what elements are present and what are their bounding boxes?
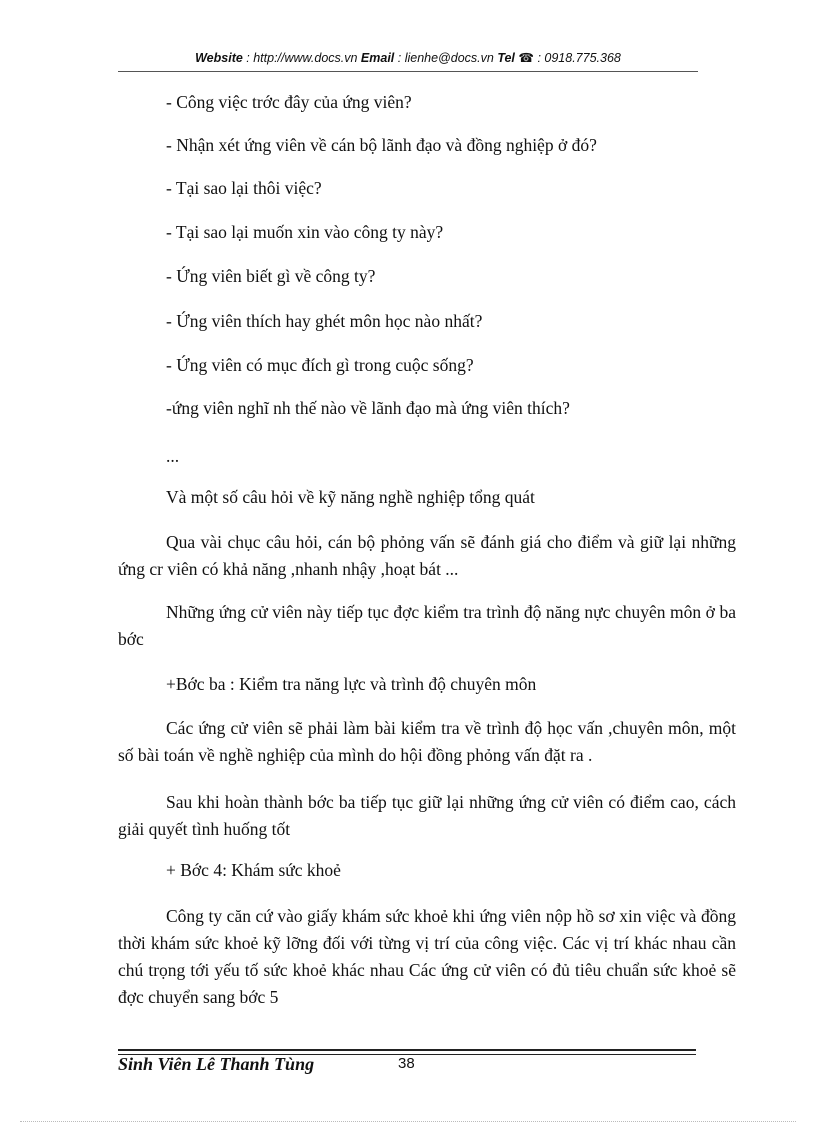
tel-number: : 0918.775.368	[533, 51, 621, 65]
page-number: 38	[398, 1055, 415, 1072]
website-url: : http://www.docs.vn	[242, 51, 361, 65]
header-divider	[118, 71, 698, 72]
email-address: : lienhe@docs.vn	[394, 51, 498, 65]
footer-author: Sinh Viên Lê Thanh Tùng	[118, 1054, 315, 1074]
paragraph-after-step-three: Sau khi hoàn thành bớc ba tiếp tục giữ lại những ứng cử viên có điểm cao, cách giải quyết tình huống tốt	[118, 792, 736, 839]
paragraph-next-round: Những ứng cử viên này tiếp tục đợc kiểm tra trình độ năng nực chuyên môn ở ba bớc	[118, 602, 736, 649]
question-line: - Ứng viên có mục đích gì trong cuộc sống?	[166, 355, 474, 375]
step-three-heading: +Bớc ba : Kiểm tra năng lực và trình độ chuyên môn	[166, 674, 537, 694]
page-header	[118, 50, 698, 65]
question-line: - Tại sao lại thôi việc?	[166, 178, 322, 198]
tel-label: Tel	[497, 51, 515, 65]
question-line: - Công việc trớc đây của ứng viên?	[166, 92, 412, 112]
question-line: - Ứng viên biết gì về công ty?	[166, 266, 376, 286]
footer-divider-thick	[118, 1049, 696, 1051]
phone-icon: ☎	[518, 51, 534, 65]
ellipsis-line: ...	[166, 446, 180, 466]
paragraph-step-three: Các ứng cử viên sẽ phải làm bài kiểm tra về trình độ học vấn ,chuyên môn, một số bài toán về nghề nghiệp của mình do hội đồng phỏng vấn đặt ra .	[118, 718, 736, 765]
step-four-heading: + Bớc 4: Khám sức khoẻ	[166, 860, 341, 880]
page-edge	[20, 1121, 796, 1122]
summary-line: Và một số câu hỏi về kỹ năng nghề nghiệp tổng quát	[166, 487, 535, 507]
email-label: Email	[360, 51, 395, 65]
question-line: - Ứng viên thích hay ghét môn học nào nhất?	[166, 311, 483, 331]
paragraph-health-check: Công ty căn cứ vào giấy khám sức khoẻ khi ứng viên nộp hồ sơ xin việc và đồng thời khám sức khoẻ kỹ lỡng đối với từng vị trí của công việc. Các vị trí khác nhau cần chú trọng tới yếu tố sức khoẻ khác nhau Các ứng cử viên có đủ tiêu chuẩn sức khoẻ sẽ đợc chuyển sang bớc 5	[118, 906, 736, 1007]
question-line: - Nhận xét ứng viên về cán bộ lãnh đạo và đồng nghiệp ở đó?	[166, 135, 597, 155]
question-line: -ứng viên nghĩ nh thế nào về lãnh đạo mà ứng viên thích?	[166, 398, 570, 418]
question-line: - Tại sao lại muốn xin vào công ty này?	[166, 222, 444, 242]
website-label: Website	[195, 51, 243, 65]
paragraph-evaluation: Qua vài chục câu hỏi, cán bộ phỏng vấn sẽ đánh giá cho điểm và giữ lại những ứng cr viên có khả năng ,nhanh nhậy ,hoạt bát ...	[118, 532, 736, 579]
